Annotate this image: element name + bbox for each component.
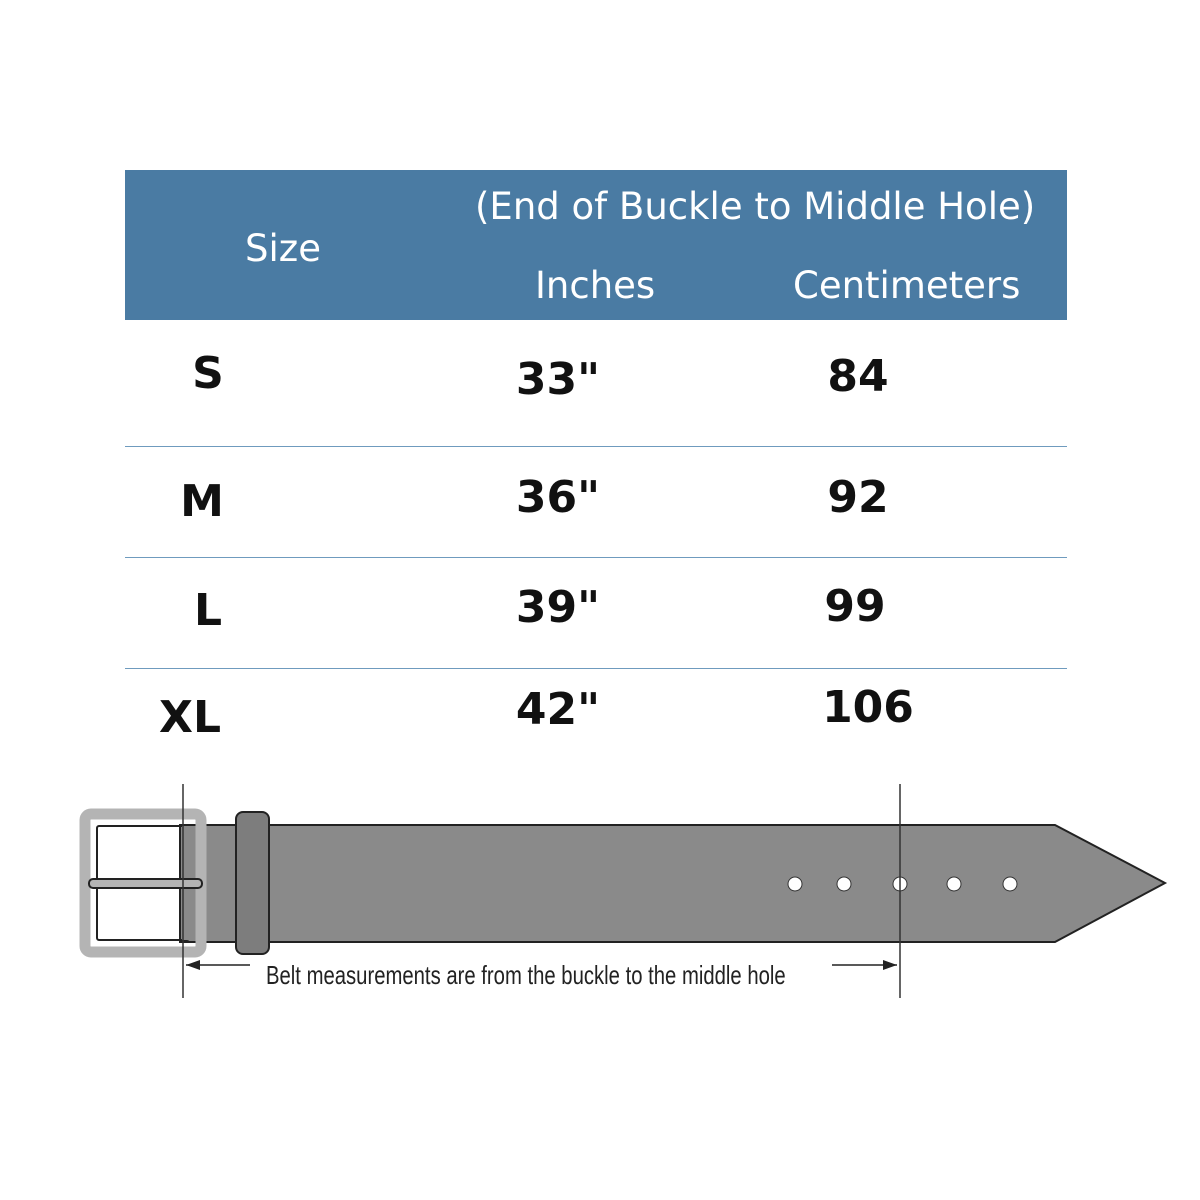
centimeters-column-header: Centimeters	[793, 264, 1021, 307]
row-divider	[125, 557, 1067, 558]
inches-cell-m: 36"	[515, 472, 601, 523]
cm-cell-l: 99	[824, 581, 886, 632]
measurement-note-header: (End of Buckle to Middle Hole)	[475, 185, 1036, 228]
row-divider	[125, 668, 1067, 669]
size-column-header: Size	[245, 227, 321, 270]
size-cell-m: M	[180, 476, 224, 527]
belt-hole	[837, 877, 851, 891]
cm-cell-m: 92	[827, 472, 889, 523]
measurement-caption: Belt measurements are from the buckle to the middle hole	[266, 960, 786, 990]
buckle-prong	[89, 879, 202, 888]
inches-cell-xl: 42"	[515, 684, 601, 735]
table-header	[125, 170, 1067, 320]
belt-hole	[1003, 877, 1017, 891]
size-cell-l: L	[193, 585, 223, 636]
size-cell-s: S	[192, 348, 224, 399]
inches-cell-s: 33"	[515, 354, 601, 405]
belt-hole	[947, 877, 961, 891]
belt-keeper-loop	[236, 812, 269, 954]
cm-cell-xl: 106	[822, 682, 914, 733]
row-divider	[125, 446, 1067, 447]
cm-cell-s: 84	[827, 351, 889, 402]
inches-cell-l: 39"	[515, 582, 601, 633]
arrowhead-right-icon	[883, 960, 897, 970]
belt-hole	[788, 877, 802, 891]
arrowhead-left-icon	[186, 960, 200, 970]
size-cell-xl: XL	[159, 692, 221, 743]
inches-column-header: Inches	[535, 264, 656, 307]
